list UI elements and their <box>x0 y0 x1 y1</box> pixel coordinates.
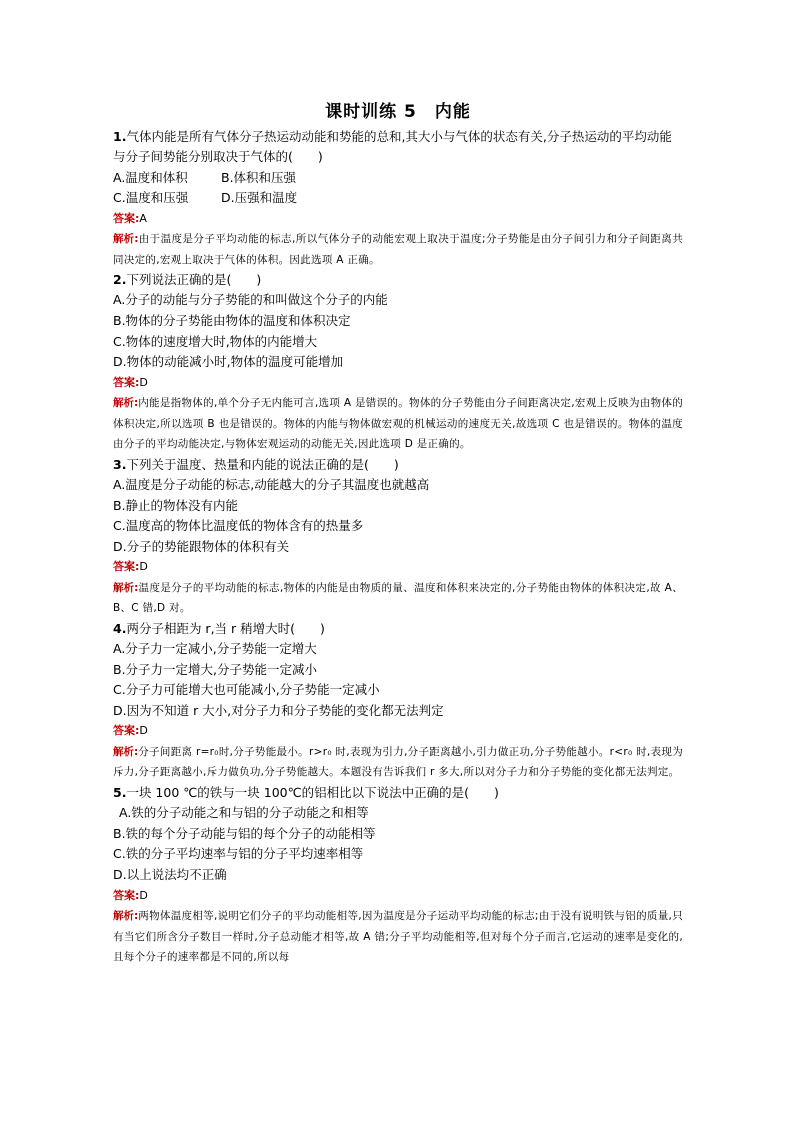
explanation-label: 解析: <box>113 746 139 759</box>
question-text: 气体内能是所有气体分子热运动动能和势能的总和,其大小与气体的状态有关,分子热运动的平均动能与分子间势能分别取决于气体的( ) <box>113 129 672 165</box>
explanation <box>113 578 683 619</box>
option-a: A.分子力一定减小,分子势能一定增大 <box>113 641 317 657</box>
answer-value: A <box>139 211 147 225</box>
option-c: C.物体的速度增大时,物体的内能增大 <box>113 333 318 349</box>
explanation-label: 解析: <box>113 910 139 923</box>
answer-label: 答案: <box>113 211 140 225</box>
option-b: B.物体的分子势能由物体的温度和体积决定 <box>113 313 351 329</box>
option-c: C.温度高的物体比温度低的物体含有的热量多 <box>113 518 364 534</box>
option-c: C.铁的分子平均速率与铝的分子平均速率相等 <box>113 846 364 862</box>
question-stem <box>113 455 683 475</box>
option-a: A.铁的分子动能之和与铝的分子动能之和相等 <box>119 805 369 821</box>
explanation-text: 温度是分子的平均动能的标志,物体的内能是由物质的量、温度和体积来决定的,分子势能由物体的体积决定,故 A、B、C 错,D 对。 <box>113 581 683 615</box>
explanation-text: 两物体温度相等,说明它们分子的平均动能相等,因为温度是分子运动平均动能的标志;由于没有说明铁与铝的质量,只有当它们所含分子数目一样时,分子总动能才相等,故 A 错;分子平均动能相等,但对每个分子而言,它运动的速率是变化的,且每个分子的速率都是不同的,所以每 <box>113 910 683 963</box>
question-stem <box>113 127 683 168</box>
explanation-text: 分子间距离 r=r₀时,分子势能最小。r>r₀ 时,表现为引力,分子距离越小,引力做正功,分子势能越小。r<r₀ 时,表现为斥力,分子距离越小,斥力做负功,分子势能越大。本题没有告诉我们 r 多大,所以对分子力和分子势能的变化都无法判定。 <box>113 746 683 779</box>
page-title: 课时训练 5 内能 <box>325 102 471 122</box>
explanation <box>113 229 683 270</box>
question-number: 4. <box>113 620 127 636</box>
option-d: D.分子的势能跟物体的体积有关 <box>113 538 290 554</box>
option-d: D.物体的动能减小时,物体的温度可能增加 <box>113 354 344 370</box>
question-text: 下列关于温度、热量和内能的说法正确的是( ) <box>126 456 399 472</box>
option-b: B.分子力一定增大,分子势能一定减小 <box>113 661 318 677</box>
answer-value: D <box>139 888 148 902</box>
option-d: D.压强和温度 <box>221 190 298 206</box>
option-d: D.以上说法均不正确 <box>113 866 227 882</box>
question-3 <box>113 455 683 619</box>
answer-line <box>113 373 683 394</box>
explanation-text: 由于温度是分子平均动能的标志,所以气体分子的动能宏观上取决于温度;分子势能是由分子间引力和分子间距离共同决定的,宏观上取决于气体的体积。因此选项 A 正确。 <box>113 233 683 266</box>
answer-label: 答案: <box>113 375 140 389</box>
question-number: 2. <box>113 272 127 288</box>
option-a: A.温度和体积 <box>113 169 188 185</box>
question-5 <box>113 783 683 967</box>
question-4 <box>113 619 683 783</box>
question-stem <box>113 619 683 639</box>
explanation-label: 解析: <box>113 581 139 594</box>
question-text: 一块 100 ℃的铁与一块 100℃的铝相比以下说法中正确的是( ) <box>126 784 499 800</box>
answer-label: 答案: <box>113 724 140 738</box>
option-row <box>113 168 683 189</box>
question-text: 两分子相距为 r,当 r 稍增大时( ) <box>126 620 325 636</box>
answer-value: D <box>139 375 148 389</box>
explanation-label: 解析: <box>113 233 139 246</box>
answer-line <box>113 209 683 230</box>
option-b: B.体积和压强 <box>221 169 297 185</box>
question-number: 3. <box>113 456 127 472</box>
option-a: A.温度是分子动能的标志,动能越大的分子其温度也就越高 <box>113 476 430 492</box>
explanation-text: 内能是指物体的,单个分子无内能可言,选项 A 是错误的。物体的分子势能由分子间距离决定,宏观上反映为由物体的体积决定,所以选项 B 也是错误的。物体的内能与物体做宏观的机械运动的速度无关,故选项 C 也是错误的。物体的温度由分子的平均动能决定,与物体宏观运动的动能无关,因此选项 D 是正确的。 <box>113 397 683 451</box>
option-row <box>113 188 683 209</box>
option-c: C.分子力可能增大也可能减小,分子势能一定减小 <box>113 682 380 698</box>
question-2 <box>113 270 683 454</box>
option-c: C.温度和压强 <box>113 190 189 206</box>
question-number: 1. <box>113 129 127 144</box>
question-text: 下列说法正确的是( ) <box>126 272 262 288</box>
answer-label: 答案: <box>113 560 140 574</box>
explanation <box>113 906 683 967</box>
explanation <box>113 393 683 454</box>
answer-label: 答案: <box>113 888 140 902</box>
question-number: 5. <box>113 784 127 800</box>
question-stem <box>113 783 683 803</box>
answer-line <box>113 886 683 907</box>
question-stem <box>113 270 683 290</box>
document-page <box>113 100 683 967</box>
option-d: D.因为不知道 r 大小,对分子力和分子势能的变化都无法判定 <box>113 702 444 718</box>
question-1 <box>113 127 683 270</box>
option-b: B.铁的每个分子动能与铝的每个分子的动能相等 <box>113 825 376 841</box>
explanation-label: 解析: <box>113 397 139 410</box>
explanation <box>113 742 683 783</box>
answer-line <box>113 557 683 578</box>
answer-line <box>113 721 683 742</box>
option-b: B.静止的物体没有内能 <box>113 497 239 513</box>
answer-value: D <box>139 560 148 574</box>
answer-value: D <box>139 724 148 738</box>
option-a: A.分子的动能与分子势能的和叫做这个分子的内能 <box>113 292 388 308</box>
